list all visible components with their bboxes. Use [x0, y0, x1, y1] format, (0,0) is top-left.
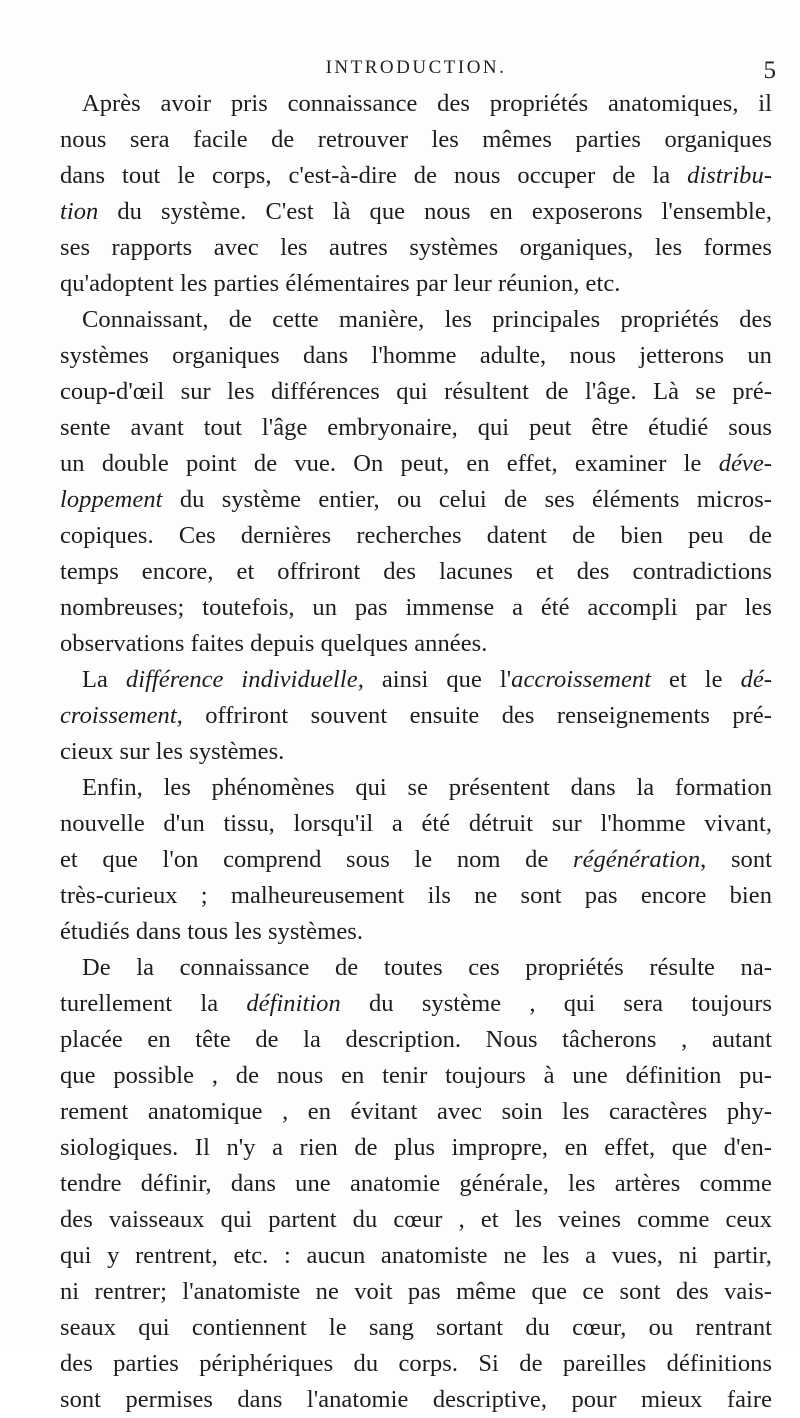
- text-run: siologiques. Il n'y a rien de plus impropre, en effet, que d'en-: [60, 1134, 772, 1161]
- text-run: ses rapports avec les autres systèmes organiques, les formes: [60, 234, 772, 261]
- text-line: [60, 1130, 772, 1166]
- text-line: [60, 842, 772, 878]
- italic-term: accroissement: [511, 666, 652, 693]
- text-line: [60, 1274, 772, 1310]
- text-run: que possible , de nous en tenir toujours à une définition pu-: [60, 1062, 772, 1089]
- text-line: [60, 86, 772, 122]
- text-line: [60, 482, 772, 518]
- italic-term: différence individuelle,: [125, 666, 364, 693]
- text-run: un double point de vue. On peut, en effet, examiner le: [60, 450, 719, 477]
- text-line: [60, 122, 772, 158]
- text-line: [60, 158, 772, 194]
- text-run: Enfin, les phénomènes qui se présentent dans la formation: [82, 774, 772, 801]
- text-run: étudiés dans tous les systèmes.: [60, 918, 364, 945]
- running-head: [56, 57, 776, 85]
- text-line: [60, 446, 772, 482]
- text-run: systèmes organiques dans l'homme adulte, nous jetterons un: [60, 342, 772, 369]
- text-line: [60, 950, 772, 986]
- text-run: tendre définir, dans une anatomie générale, les artères comme: [60, 1170, 772, 1197]
- text-line: [60, 194, 772, 230]
- text-line: [60, 1382, 772, 1418]
- italic-term: déve-: [718, 450, 772, 477]
- text-run: nombreuses; toutefois, un pas immense a été accompli par les: [60, 594, 772, 621]
- text-run: La: [82, 666, 126, 693]
- text-run: et le: [651, 666, 741, 693]
- text-line: [60, 698, 772, 734]
- text-line: [60, 1238, 772, 1274]
- text-run: qu'adoptent les parties élémentaires par leur réunion, etc.: [60, 270, 621, 297]
- text-line: [60, 1022, 772, 1058]
- text-line: [60, 626, 772, 662]
- text-line: [60, 1094, 772, 1130]
- text-line: [60, 1346, 772, 1382]
- italic-term: dé-: [740, 666, 772, 693]
- italic-term: loppement: [60, 486, 163, 513]
- body-text: [60, 86, 772, 1418]
- text-run: Connaissant, de cette manière, les principales propriétés des: [82, 306, 772, 333]
- text-line: [60, 590, 772, 626]
- text-run: du système entier, ou celui de ses éléments micros-: [162, 486, 772, 513]
- text-run: , sont: [700, 846, 772, 873]
- text-run: sont permises dans l'anatomie descriptive, pour mieux faire: [60, 1386, 772, 1413]
- text-line: [60, 1166, 772, 1202]
- text-line: [60, 338, 772, 374]
- text-line: [60, 806, 772, 842]
- text-run: rement anatomique , en évitant avec soin les caractères phy-: [60, 1098, 772, 1125]
- text-line: [60, 1310, 772, 1346]
- text-run: dans tout le corps, c'est-à-dire de nous occuper de la: [60, 162, 688, 189]
- text-run: coup-d'œil sur les différences qui résultent de l'âge. Là se pré-: [60, 378, 772, 405]
- text-run: des parties périphériques du corps. Si de pareilles définitions: [60, 1350, 772, 1377]
- text-run: turellement la: [60, 990, 247, 1017]
- text-run: observations faites depuis quelques années.: [60, 630, 488, 657]
- text-run: du système. C'est là que nous en exposerons l'ensemble,: [98, 198, 772, 225]
- text-line: [60, 878, 772, 914]
- text-line: [60, 302, 772, 338]
- italic-term: définition: [246, 990, 341, 1017]
- text-run: nouvelle d'un tissu, lorsqu'il a été détruit sur l'homme vivant,: [60, 810, 772, 837]
- text-run: ainsi que l': [363, 666, 512, 693]
- text-run: Après avoir pris connaissance des propriétés anatomiques, il: [82, 90, 772, 117]
- text-run: De la connaissance de toutes ces propriétés résulte na-: [82, 954, 772, 981]
- italic-term: tion: [60, 198, 99, 225]
- text-run: copiques. Ces dernières recherches datent de bien peu de: [60, 522, 772, 549]
- text-run: du système , qui sera toujours: [340, 990, 772, 1017]
- text-run: qui y rentrent, etc. : aucun anatomiste ne les a vues, ni partir,: [60, 1242, 772, 1269]
- text-run: seaux qui contiennent le sang sortant du cœur, ou rentrant: [60, 1314, 772, 1341]
- text-line: [60, 734, 772, 770]
- running-title: INTRODUCTION.: [325, 57, 507, 78]
- page-number: 5: [763, 57, 776, 84]
- text-line: [60, 1058, 772, 1094]
- text-line: [60, 410, 772, 446]
- text-line: [60, 662, 772, 698]
- text-line: [60, 374, 772, 410]
- text-run: sente avant tout l'âge embryonaire, qui peut être étudié sous: [60, 414, 772, 441]
- text-run: offriront souvent ensuite des renseignements pré-: [182, 702, 772, 729]
- text-line: [60, 914, 772, 950]
- text-line: [60, 1202, 772, 1238]
- text-line: [60, 986, 772, 1022]
- text-run: cieux sur les systèmes.: [60, 738, 285, 765]
- text-run: placée en tête de la description. Nous tâcherons , autant: [60, 1026, 772, 1053]
- text-run: nous sera facile de retrouver les mêmes parties organiques: [60, 126, 772, 153]
- text-line: [60, 554, 772, 590]
- text-run: des vaisseaux qui partent du cœur , et les veines comme ceux: [60, 1206, 772, 1233]
- italic-term: régénération: [573, 846, 701, 873]
- text-line: [60, 230, 772, 266]
- text-line: [60, 770, 772, 806]
- text-run: et que l'on comprend sous le nom de: [60, 846, 573, 873]
- text-line: [60, 266, 772, 302]
- text-run: temps encore, et offriront des lacunes et des contradictions: [60, 558, 772, 585]
- italic-term: croissement,: [60, 702, 183, 729]
- text-run: ni rentrer; l'anatomiste ne voit pas même que ce sont des vais-: [60, 1278, 772, 1305]
- text-run: très-curieux ; malheureusement ils ne sont pas encore bien: [60, 882, 772, 909]
- text-line: [60, 518, 772, 554]
- italic-term: distribu-: [687, 162, 772, 189]
